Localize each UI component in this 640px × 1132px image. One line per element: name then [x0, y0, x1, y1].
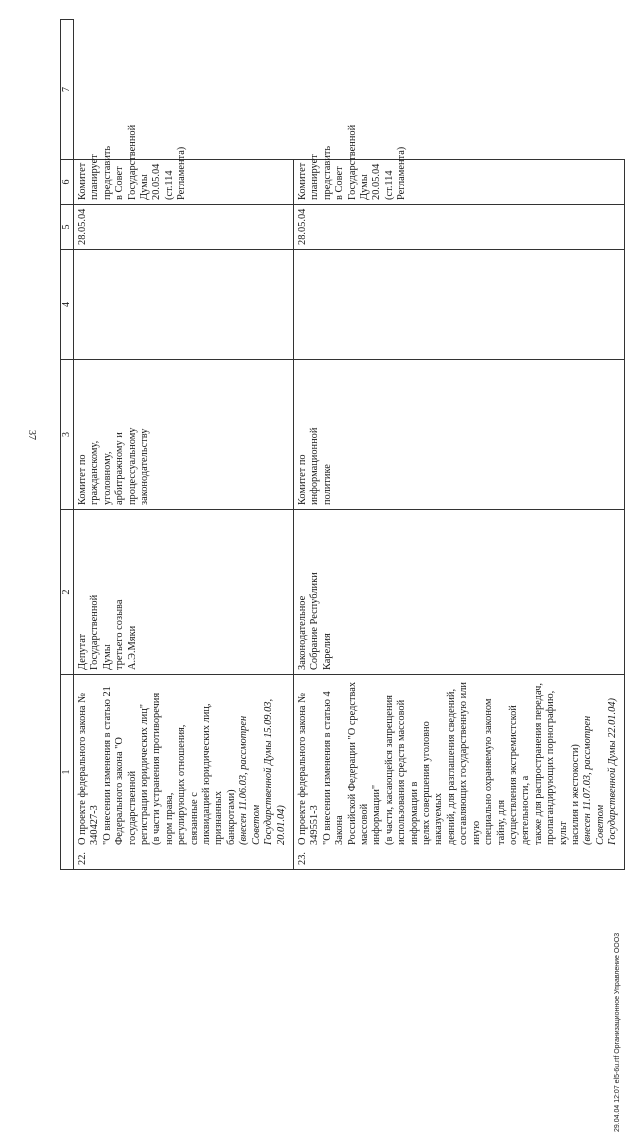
bill-line: также для распространения передач,: [532, 683, 544, 845]
committee-line: уголовному,: [101, 451, 113, 505]
committee-cell: [74, 360, 294, 510]
bill-note-line: Государственной Думы 15.09.03, 20.01.04): [263, 698, 287, 845]
document-footer: 29.04.04 12:07 el5-6u.rtf Организационное Управление ООО3: [614, 932, 621, 1132]
bill-line: (в части, касающейся запрещения: [383, 695, 395, 845]
subject-line: Карелия: [321, 633, 333, 670]
bill-line: информации": [371, 784, 383, 845]
plan-line: Комитет планирует: [297, 154, 321, 200]
plan-line: Комитет планирует: [77, 154, 101, 200]
bill-line: осуществления экстремистской деятельности, а: [507, 705, 532, 845]
bill-line: (в части устранения противоречия норм права,: [151, 692, 175, 845]
plan-line: представить в Совет: [321, 145, 346, 200]
date-cell: 28.05.04: [74, 205, 294, 250]
bill-note-line: (внесен 11.06.03, рассмотрен Советом: [238, 715, 262, 845]
plan-cell: [74, 124, 294, 205]
bill-line: регистрации юридических лиц": [139, 703, 151, 845]
plan-line: Государственной: [346, 124, 358, 200]
bill-line: Российской Федерации "О средствах массовой: [346, 681, 371, 845]
plan-line: Государственной: [126, 124, 138, 200]
table-row: [74, 20, 294, 870]
bill-line: О проекте федерального закона № 340427-3: [77, 692, 101, 845]
subject-line: Собрание Республики: [309, 572, 321, 670]
bill-note-line: Государственной Думы 22.01.04): [607, 698, 619, 845]
bill-line: банкротами): [225, 789, 237, 845]
subject-line: Законодательное: [297, 595, 308, 670]
committee-line: Комитет по: [297, 454, 308, 505]
committee-line: гражданскому,: [89, 440, 101, 505]
bill-description-cell: [74, 675, 294, 870]
plan-line: (ст.114 Регламента): [383, 146, 408, 200]
page-number: 37: [26, 430, 37, 440]
bill-line: целях совершения уголовно наказуемых: [421, 721, 445, 845]
subject-cell: [74, 510, 294, 675]
subject-line: Думы: [101, 644, 113, 670]
subject-line: третьего созыва: [114, 599, 126, 670]
committee-cell: [294, 360, 625, 510]
plan-line: Думы 20.05.04: [139, 163, 163, 200]
bill-line: ликвидацией юридических лиц, признанных: [201, 703, 225, 845]
bill-line: "О внесении изменения в статью 4 Закона: [321, 691, 346, 845]
bill-line: пропагандирующих порнографию, культ: [545, 690, 569, 845]
bill-note-line: (внесен 11.07.03, рассмотрен Советом: [582, 715, 606, 845]
committee-line: арбитражному и: [114, 432, 126, 505]
bill-description-cell: [294, 675, 625, 870]
landscape-page: [60, 20, 619, 870]
date-cell: 28.05.04: [294, 205, 625, 250]
committee-line: информационной: [309, 427, 321, 505]
bill-line: Федерального закона "О государственной: [114, 737, 138, 845]
committee-line: законодательству: [139, 428, 151, 505]
column-header-2: 2: [61, 510, 74, 675]
column-header-6: 6: [61, 160, 74, 205]
subject-line: Государственной: [89, 594, 101, 670]
committee-line: Комитет по: [77, 454, 88, 505]
row-number: 23.: [297, 852, 308, 865]
plan-cell: [294, 124, 625, 205]
column-header-4: 4: [61, 250, 74, 360]
committee-line: политике: [321, 464, 333, 505]
column-5-cell: [74, 250, 294, 360]
column-header-row: [61, 20, 74, 870]
bill-line: регулирующих отношения, связанные с: [176, 724, 200, 845]
plan-line: представить в Совет: [101, 145, 126, 200]
table-row: [294, 20, 625, 870]
subject-line: А.Э.Мяки: [126, 625, 138, 670]
bill-line: деяний, для разглашения сведений,: [445, 688, 457, 845]
committee-line: процессуальному: [126, 427, 138, 505]
bill-line: "О внесении изменения в статью 21: [101, 686, 113, 845]
column-header-7: 7: [61, 20, 74, 160]
bill-line: насилия и жестокости): [569, 744, 581, 845]
bill-line: составляющих государственную или иную: [458, 682, 482, 845]
subject-cell: [294, 510, 625, 675]
plan-line: Думы 20.05.04: [359, 163, 383, 200]
column-header-3: 3: [61, 360, 74, 510]
subject-line: Депутат: [77, 633, 88, 670]
bill-line: О проекте федерального закона № 349551-3: [297, 692, 321, 845]
column-header-1: 1: [61, 675, 74, 870]
bill-line: использования средств массовой информации в: [396, 699, 420, 845]
column-header-5: 5: [61, 205, 74, 250]
column-5-cell: [294, 250, 625, 360]
plan-line: (ст.114 Регламента): [163, 146, 188, 200]
bills-table: [60, 19, 625, 870]
row-number: 22.: [77, 852, 88, 865]
bill-line: специально охраняемую законом тайну, для: [483, 698, 507, 845]
